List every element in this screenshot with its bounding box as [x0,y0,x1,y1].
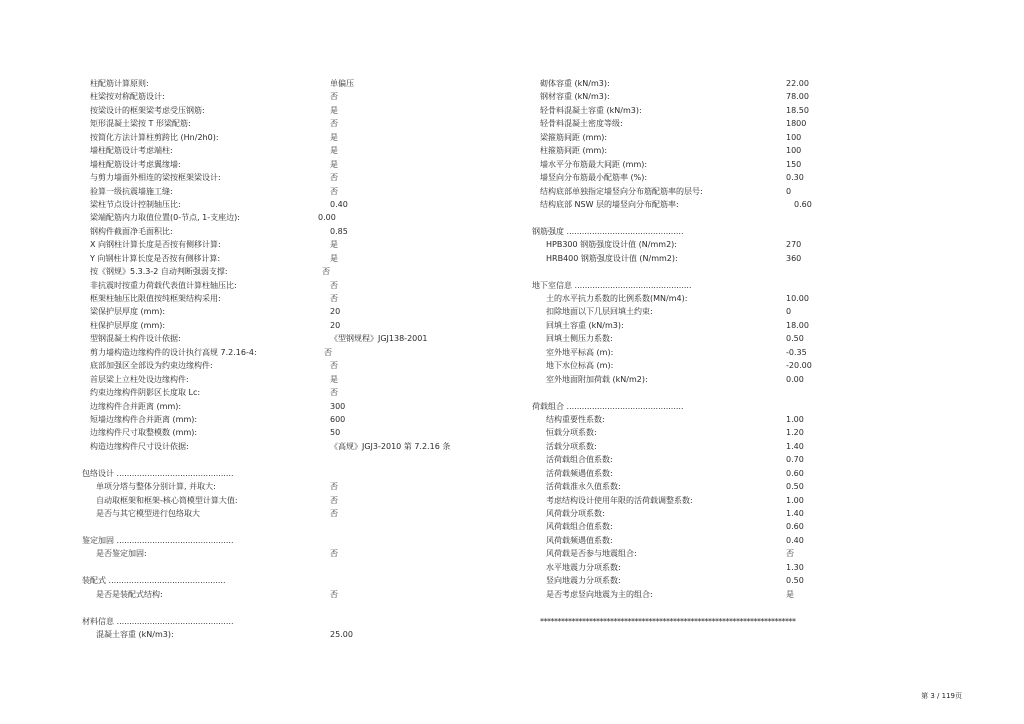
parameter-row [540,574,840,587]
parameter-label: 短墙边缘构件合并距离 (mm): [90,414,198,424]
parameter-label: 地下室信息 .............................................. [532,280,692,290]
parameter-row [90,131,490,144]
section-heading [532,400,840,413]
parameter-label: 结构底部单独指定墙竖向分布筋配筋率的层号: [540,186,703,196]
left-parameter-column [82,77,490,641]
parameter-value: 1.30 [786,562,804,572]
parameter-label: 地下水位标高 (m): [546,361,614,371]
parameter-row [540,480,840,493]
parameter-value: 1.40 [786,441,804,451]
blank-row [90,601,490,614]
parameter-row [90,386,490,399]
parameter-row [540,104,840,117]
section-heading [82,534,490,547]
parameter-label: 钢材容重 (kN/m3): [540,92,610,102]
parameter-row [540,319,840,332]
parameter-value: 600 [330,414,346,424]
parameter-label: 验算一级抗震墙施工缝: [90,186,173,196]
parameter-row [90,158,490,171]
parameter-row [540,494,840,507]
right-parameter-column [532,77,840,628]
parameter-row [90,494,490,507]
parameter-label: HPB300 钢筋强度设计值 (N/mm2): [546,240,677,250]
parameter-row [540,547,840,560]
parameter-value: 1.20 [786,428,804,438]
parameter-value: 0.60 [786,468,804,478]
parameter-value: 0 [786,307,792,317]
parameter-label: X 向钢柱计算长度是否按有侧移计算: [90,240,221,250]
parameter-row [540,520,840,533]
blank-row [90,561,490,574]
parameter-value: 否 [330,495,338,505]
parameter-label: 荷载组合 .............................................. [532,401,684,411]
parameter-label: 轻骨料混凝土容重 (kN/m3): [540,105,642,115]
parameter-value: 否 [322,267,330,277]
parameter-value: 0.30 [786,173,804,183]
parameter-value: 150 [786,159,802,169]
parameter-value: 100 [786,146,802,156]
parameter-label: 竖向地震力分项系数: [546,576,621,586]
parameter-label: 非抗震时按重力荷载代表值计算柱轴压比: [90,280,237,290]
parameter-value: 是 [330,132,338,142]
parameter-row [90,279,490,292]
parameter-row [90,413,490,426]
parameter-value: 10.00 [786,294,809,303]
parameter-row [540,453,840,466]
parameter-row [540,198,840,211]
parameter-row [90,292,490,305]
parameter-row [540,507,840,520]
section-heading [532,225,840,238]
parameter-label: 按《钢规》5.3.3-2 自动判断强弱支撑: [90,267,228,277]
section-heading [532,279,840,292]
parameter-value: 是 [330,374,338,384]
parameter-value: 0.70 [786,455,804,465]
parameter-row [540,332,840,345]
blank-row [90,520,490,533]
parameter-label: 室外地平标高 (m): [546,347,614,357]
parameter-row [540,413,840,426]
parameter-value: 1.00 [786,414,804,424]
parameter-row [90,426,490,439]
parameter-value: 0 [786,186,792,196]
parameter-row [90,225,490,238]
parameter-value: 1.00 [786,495,804,505]
parameter-label: 风荷载组合值系数: [546,522,613,532]
parameter-value: 20 [330,320,341,330]
parameter-row [90,104,490,117]
parameter-value: 是 [330,240,338,250]
parameter-value: 是 [330,105,338,115]
parameter-label: 活荷载准永久值系数: [546,482,621,492]
parameter-row [540,561,840,574]
parameter-value: 0.00 [318,213,336,223]
parameter-label: 柱配筋计算原则: [90,79,149,88]
parameter-value: 是 [330,146,338,156]
blank-row [540,265,840,278]
parameter-value: 20 [330,307,341,317]
parameter-label: 室外地面附加荷载 (kN/m2): [546,374,648,384]
parameter-label: 是否考虑竖向地震为主的组合: [546,589,653,599]
parameter-label: 砌体容重 (kN/m3): [540,79,610,88]
parameter-value: 否 [330,388,338,398]
blank-row [540,386,840,399]
parameter-value: 否 [330,280,338,290]
parameter-value: 否 [330,186,338,196]
parameter-row [540,77,840,90]
parameter-value: 是 [786,589,794,599]
parameter-label: 单项分塔与整体分别计算, 并取大: [96,482,216,492]
parameter-value: 0.60 [794,199,812,209]
parameter-label: 边缘构件合并距离 (mm): [90,401,182,411]
parameter-label: 柱箍筋间距 (mm): [540,146,608,156]
parameter-label: 墙柱配筋设计考虑端柱: [90,146,173,156]
parameter-value: -0.35 [786,347,807,357]
parameter-row [90,588,490,601]
parameter-value: 否 [324,347,332,357]
parameter-label: 混凝土容重 (kN/m3): [96,629,174,639]
parameter-value: 0.50 [786,334,804,344]
parameter-row [90,265,490,278]
parameter-value: 否 [330,361,338,371]
parameter-label: 柱保护层厚度 (mm): [90,320,166,330]
parameter-row [90,480,490,493]
parameter-label: 恒载分项系数: [546,428,597,438]
parameter-row [90,117,490,130]
parameter-label: 是否与其它模型进行包络取大 [96,509,200,518]
parameter-value: 否 [330,92,338,102]
parameter-label: HRB400 钢筋强度设计值 (N/mm2): [546,253,678,263]
parameter-label: 回填土容重 (kN/m3): [546,320,624,330]
parameter-label: 与剪力墙面外相连的梁按框架梁设计: [90,173,221,183]
parameter-value: 0.50 [786,576,804,586]
parameter-label: 边缘构件尺寸取整模数 (mm): [90,428,198,438]
parameter-label: 底部加强区全部设为约束边缘构件: [90,361,213,371]
section-heading [82,574,490,587]
parameter-value: 《高规》JGJ3-2010 第 7.2.16 条 [330,441,451,451]
parameter-value: 否 [330,119,338,129]
separator-line [540,615,840,628]
parameter-label: 梁保护层厚度 (mm): [90,307,166,317]
parameter-label: 钢构件截面净毛面积比: [90,226,173,236]
blank-row [90,453,490,466]
parameter-row [90,252,490,265]
parameter-row [90,185,490,198]
parameter-value: 否 [786,549,794,559]
parameter-row [90,507,490,520]
parameter-value: 0.00 [786,374,804,384]
parameter-value: 是 [330,253,338,263]
parameter-label: ************************************************************************* [540,616,796,626]
parameter-value: 单偏压 [330,79,354,88]
blank-row [540,601,840,614]
parameter-label: 梁端配筋内力取值位置(0-节点, 1-支座边): [90,213,240,223]
parameter-label: 风荷载是否参与地震组合: [546,549,637,559]
parameter-value: 22.00 [786,79,809,88]
blank-row [540,211,840,224]
parameter-value: 0.85 [330,226,348,236]
parameter-label: 框架柱轴压比限值按纯框架结构采用: [90,294,221,303]
parameter-row [90,440,490,453]
parameter-row [90,400,490,413]
parameter-value: 0.60 [786,522,804,532]
parameter-row [540,467,840,480]
parameter-label: 鉴定加固 .............................................. [82,535,234,545]
parameter-label: 土的水平抗力系数的比例系数(MN/m4): [546,294,688,303]
parameter-label: 是否鉴定加固: [96,549,147,559]
section-heading [82,615,490,628]
parameter-label: 型钢混凝土构件设计依据: [90,334,181,344]
parameter-value: 0.50 [786,482,804,492]
parameter-label: 自动取框架和框架-核心筒模型计算大值: [96,495,238,505]
parameter-label: 墙竖向分布筋最小配筋率 (%): [540,173,648,183]
parameter-row [540,534,840,547]
parameter-row [90,305,490,318]
parameter-label: Y 向钢柱计算长度是否按有侧移计算: [90,253,221,263]
parameter-row [540,373,840,386]
parameter-row [540,359,840,372]
parameter-row [540,144,840,157]
parameter-value: 《型钢规程》JGJ138-2001 [330,334,428,344]
parameter-label: 梁柱节点设计控制轴压比: [90,199,181,209]
parameter-value: 1800 [786,119,807,129]
parameter-value: 360 [786,253,802,263]
parameter-row [90,144,490,157]
parameter-row [540,158,840,171]
parameter-value: 1.40 [786,509,804,518]
parameter-value: 300 [330,401,346,411]
parameter-label: 材料信息 .............................................. [82,616,234,626]
parameter-label: 活荷载组合值系数: [546,455,613,465]
parameter-row [90,373,490,386]
parameter-row [540,185,840,198]
parameter-value: 18.00 [786,320,809,330]
parameter-row [540,90,840,103]
parameter-row [540,171,840,184]
parameter-row [90,77,490,90]
parameter-value: 0.40 [786,535,804,545]
parameter-value: 是 [330,159,338,169]
parameter-label: 按简化方法计算柱剪跨比 (Hn/2h0): [90,132,219,142]
parameter-value: 100 [786,132,802,142]
parameter-value: 否 [330,482,338,492]
parameter-row [540,440,840,453]
parameter-row [540,238,840,251]
parameter-value: 否 [330,589,338,599]
parameter-label: 装配式 .............................................. [82,576,226,586]
parameter-label: 墙柱配筋设计考虑翼缘墙: [90,159,181,169]
parameter-row [540,117,840,130]
parameter-label: 回填土侧压力系数: [546,334,613,344]
parameter-label: 梁箍筋间距 (mm): [540,132,608,142]
parameter-row [90,628,490,641]
parameter-row [90,198,490,211]
parameter-row [540,305,840,318]
parameter-row [90,319,490,332]
parameter-row [90,332,490,345]
parameter-value: -20.00 [786,361,812,371]
parameter-value: 否 [330,509,338,518]
parameter-value: 270 [786,240,802,250]
parameter-value: 否 [330,549,338,559]
section-heading [82,467,490,480]
parameter-value: 0.40 [330,199,348,209]
parameter-label: 墙水平分布筋最大间距 (mm): [540,159,648,169]
parameter-label: 活荷载频遇值系数: [546,468,613,478]
page-number: 第 3 / 119页 [921,692,962,700]
parameter-row [540,131,840,144]
parameter-label: 风荷载频遇值系数: [546,535,613,545]
parameter-label: 钢筋强度 .............................................. [532,226,684,236]
parameter-label: 轻骨料混凝土密度等级: [540,119,623,129]
parameter-label: 构造边缘构件尺寸设计依据: [90,441,189,451]
parameter-row [90,346,490,359]
parameter-label: 矩形混凝土梁按 T 形梁配筋: [90,119,191,129]
parameter-label: 剪力墙构造边缘构件的设计执行高规 7.2.16-4: [90,347,257,357]
parameter-row [540,292,840,305]
parameter-row [90,211,490,224]
parameter-row [540,346,840,359]
parameter-value: 否 [330,294,338,303]
parameter-row [540,588,840,601]
parameter-row [90,90,490,103]
parameter-label: 首层梁上立柱处设边缘构件: [90,374,189,384]
parameter-label: 按梁设计的框架梁考虑受压钢筋: [90,105,205,115]
parameter-label: 结构底部 NSW 层的墙竖向分布配筋率: [540,199,679,209]
parameter-label: 水平地震力分项系数: [546,562,621,572]
parameter-value: 78.00 [786,92,809,102]
parameter-label: 柱梁按对称配筋设计: [90,92,165,102]
parameter-label: 风荷载分项系数: [546,509,605,518]
parameter-row [90,171,490,184]
parameter-value: 50 [330,428,341,438]
parameter-row [540,252,840,265]
parameter-label: 考虑结构设计使用年限的活荷载调整系数: [546,495,693,505]
parameter-label: 结构重要性系数: [546,414,605,424]
parameter-label: 包络设计 .............................................. [82,468,234,478]
parameter-row [90,547,490,560]
parameter-value: 18.50 [786,105,809,115]
parameter-value: 否 [330,173,338,183]
parameter-value: 25.00 [330,629,353,639]
parameter-label: 活载分项系数: [546,441,597,451]
parameter-row [90,238,490,251]
parameter-label: 约束边缘构件阴影区长度取 Lc: [90,388,201,398]
parameter-row [540,426,840,439]
parameter-label: 是否是装配式结构: [96,589,163,599]
parameter-label: 扣除地面以下几层回填土约束: [546,307,653,317]
parameter-row [90,359,490,372]
